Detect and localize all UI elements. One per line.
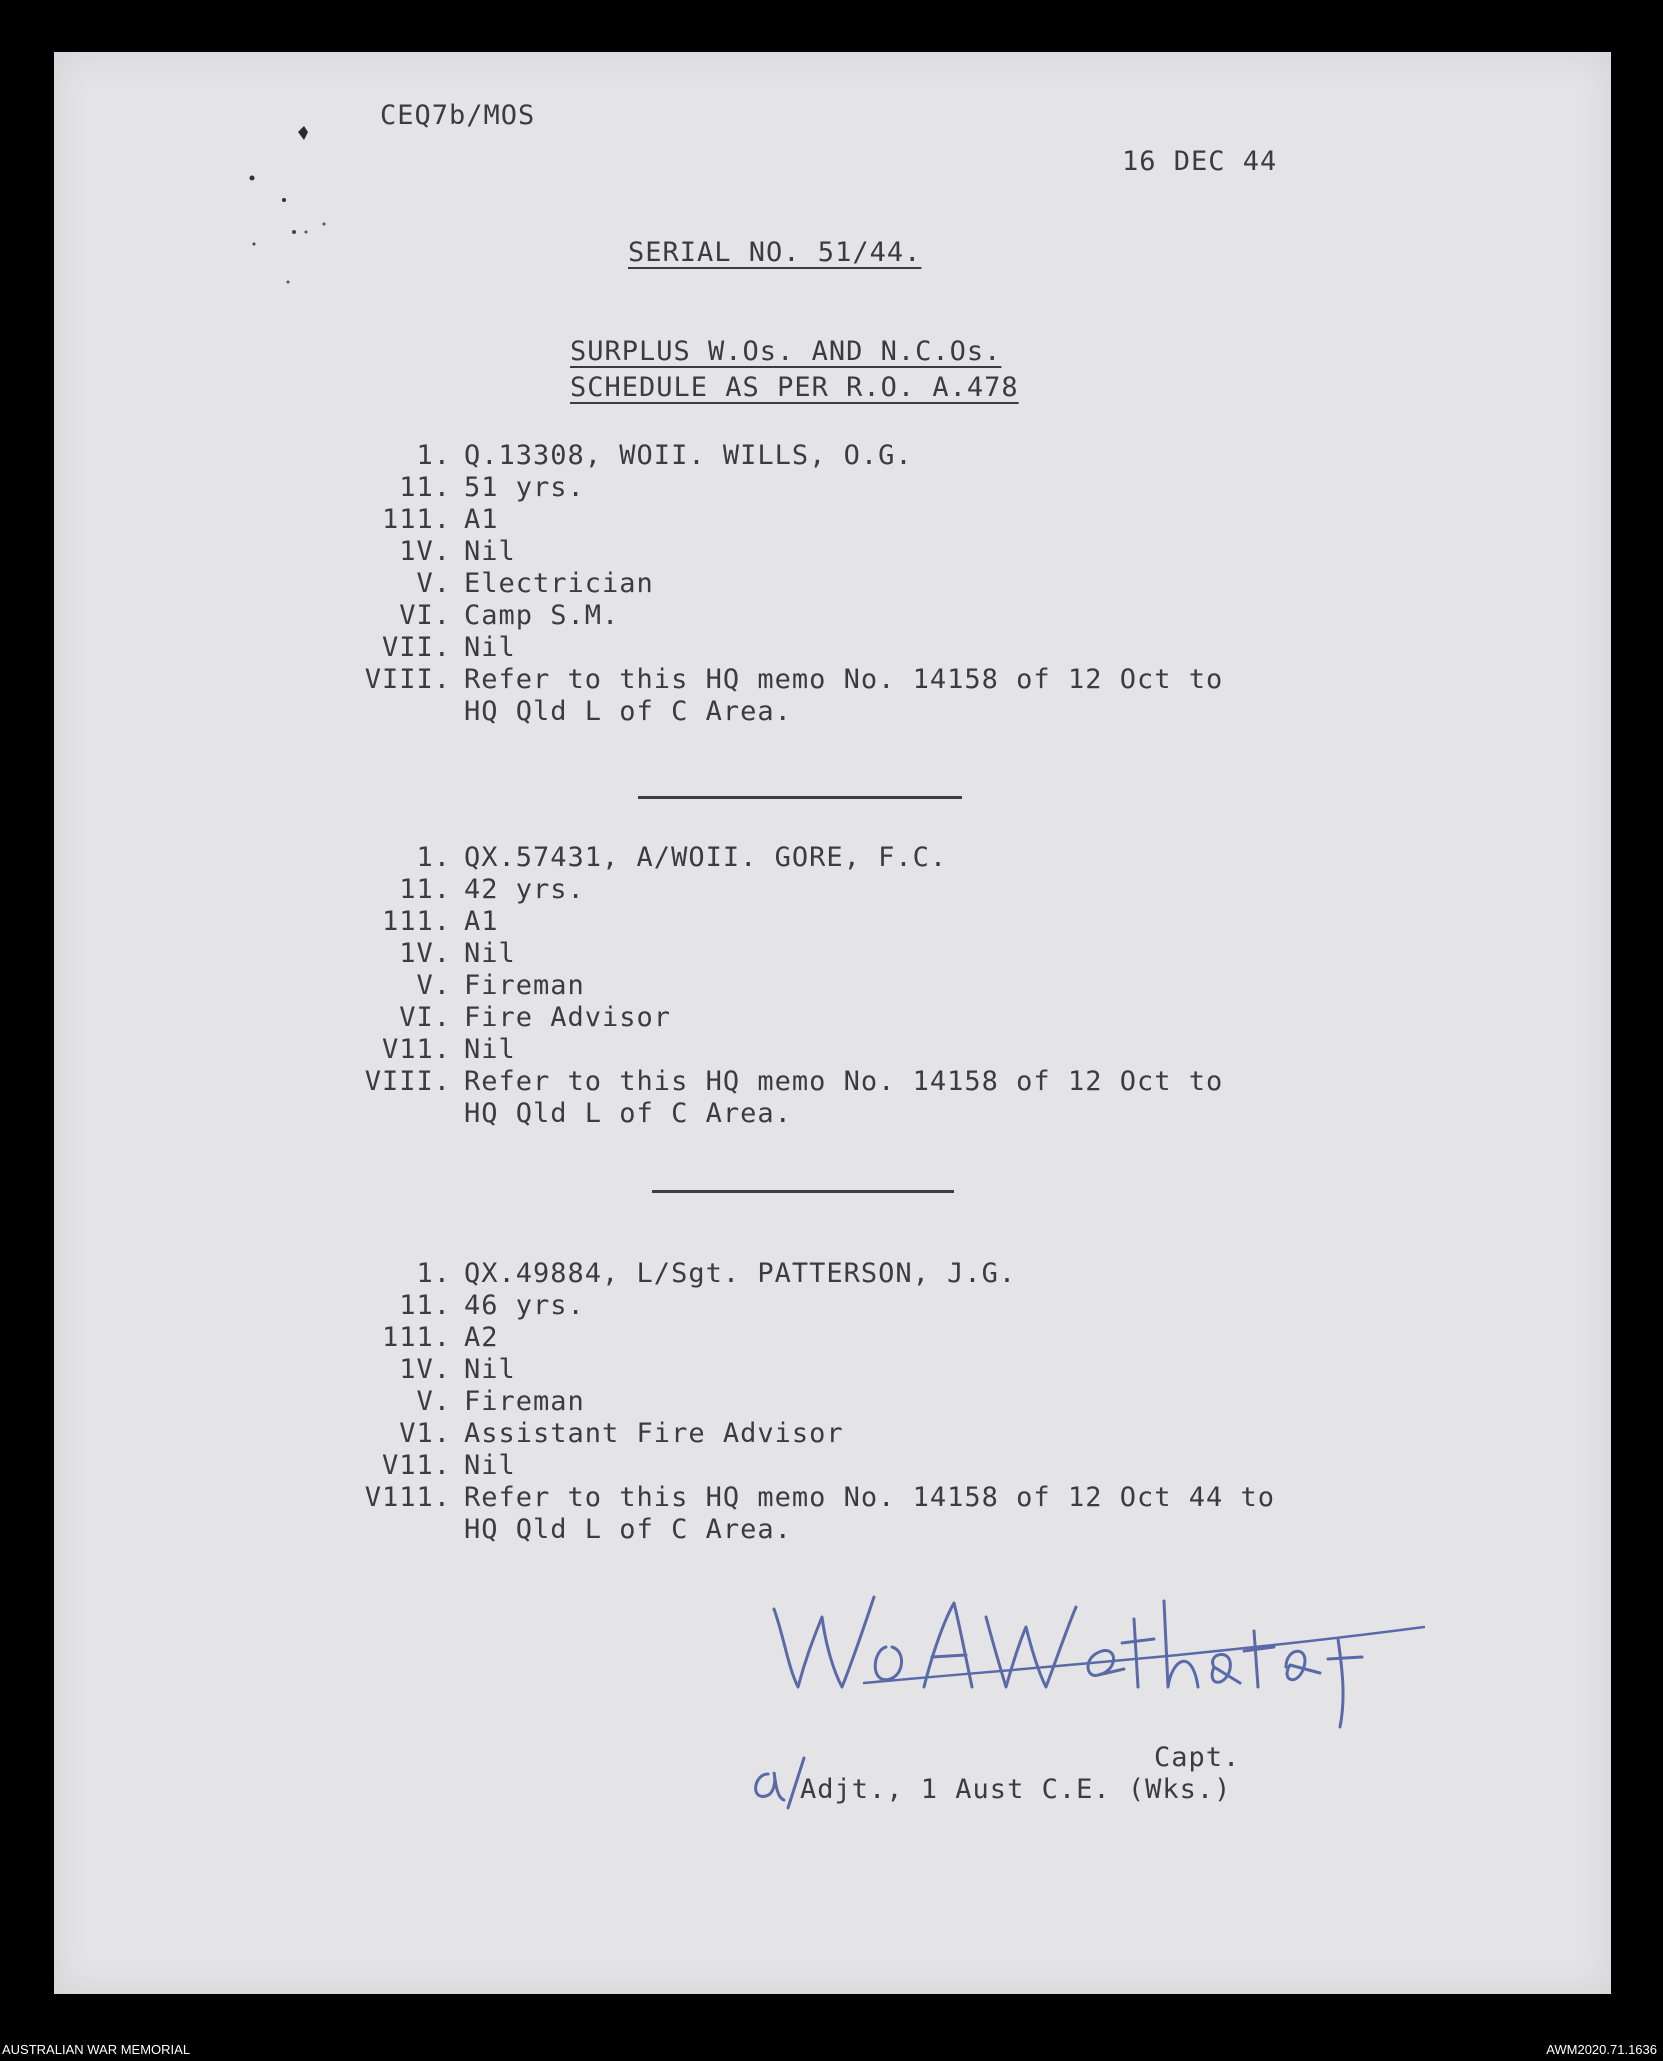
item-number: V111.: [364, 1482, 451, 1513]
document-page: [54, 52, 1611, 1994]
item-number: V.: [416, 1386, 451, 1417]
reference-code: CEQ7b/MOS: [380, 100, 536, 131]
item-value: Refer to this HQ memo No. 14158 of 12 Oct to: [464, 1066, 1224, 1097]
item-number: 11.: [399, 874, 451, 905]
entry-row: [54, 1002, 1611, 1034]
item-value: 42 yrs.: [464, 874, 585, 905]
item-value: Electrician: [464, 568, 654, 599]
entry-row: [54, 1386, 1611, 1418]
entry-row: [54, 632, 1611, 664]
entry-row: [54, 472, 1611, 504]
entry-row: [54, 1514, 1611, 1546]
item-value: Nil: [464, 536, 516, 567]
item-continuation: HQ Qld L of C Area.: [464, 696, 792, 727]
entry-row: [54, 600, 1611, 632]
item-number: 11.: [399, 1290, 451, 1321]
entry-row: [54, 970, 1611, 1002]
item-number: 1V.: [399, 938, 451, 969]
handwritten-signature: [714, 1547, 1434, 1787]
item-number: 1V.: [399, 1354, 451, 1385]
item-continuation: HQ Qld L of C Area.: [464, 1514, 792, 1545]
item-value: QX.57431, A/WOII. GORE, F.C.: [464, 842, 948, 873]
item-value: Refer to this HQ memo No. 14158 of 12 Oct to: [464, 664, 1224, 695]
item-number: 111.: [381, 1322, 451, 1353]
entry-row: [54, 568, 1611, 600]
item-value: Nil: [464, 1450, 516, 1481]
item-number: 111.: [381, 906, 451, 937]
item-value: Nil: [464, 938, 516, 969]
entry-row: [54, 1034, 1611, 1066]
entry-row: [54, 1354, 1611, 1386]
entry-row: [54, 1418, 1611, 1450]
item-value: Nil: [464, 1354, 516, 1385]
item-value: 51 yrs.: [464, 472, 585, 503]
item-value: Nil: [464, 1034, 516, 1065]
item-number: V.: [416, 970, 451, 1001]
subject-heading: [570, 334, 1019, 406]
entry-row: [54, 1322, 1611, 1354]
footer-accession-number: AWM2020.71.1636: [1546, 2042, 1657, 2057]
entry-row: [54, 664, 1611, 696]
subject-line-2: SCHEDULE AS PER R.O. A.478: [570, 372, 1019, 403]
item-value: Fireman: [464, 1386, 585, 1417]
item-number: 1V.: [399, 536, 451, 567]
serial-number: SERIAL NO. 51/44.: [628, 237, 922, 268]
entry-row: [54, 874, 1611, 906]
item-number: 1.: [416, 1258, 451, 1289]
item-number: VII.: [381, 632, 451, 663]
item-number: V.: [416, 568, 451, 599]
entry-row: [54, 696, 1611, 728]
item-number: 11.: [399, 472, 451, 503]
entry-row: [54, 842, 1611, 874]
entry-row: [54, 1066, 1611, 1098]
item-value: A1: [464, 504, 499, 535]
item-value: Assistant Fire Advisor: [464, 1418, 844, 1449]
per-signature-mark: [744, 1752, 808, 1812]
item-number: VI.: [399, 600, 451, 631]
entry-row: [54, 938, 1611, 970]
item-continuation: HQ Qld L of C Area.: [464, 1098, 792, 1129]
entry-row: [54, 1290, 1611, 1322]
item-number: V11.: [381, 1450, 451, 1481]
item-value: A1: [464, 906, 499, 937]
item-value: 46 yrs.: [464, 1290, 585, 1321]
entry-row: [54, 1482, 1611, 1514]
item-value: QX.49884, L/Sgt. PATTERSON, J.G.: [464, 1258, 1017, 1289]
entry-row: [54, 504, 1611, 536]
entry-row: [54, 1098, 1611, 1130]
item-number: 111.: [381, 504, 451, 535]
document-date: 16 DEC 44: [1122, 146, 1278, 177]
entry-row: [54, 1450, 1611, 1482]
item-value: Camp S.M.: [464, 600, 620, 631]
section-divider: [638, 796, 962, 799]
item-number: 1.: [416, 440, 451, 471]
item-value: Fire Advisor: [464, 1002, 672, 1033]
signatory-appointment: Adjt., 1 Aust C.E. (Wks.): [800, 1774, 1232, 1805]
paper-blemish-marks: [174, 82, 334, 302]
item-number: 1.: [416, 842, 451, 873]
entry-row: [54, 1258, 1611, 1290]
item-number: VIII.: [364, 1066, 451, 1097]
footer-institution: AUSTRALIAN WAR MEMORIAL: [2, 2042, 191, 2057]
entry-row: [54, 536, 1611, 568]
item-value: Nil: [464, 632, 516, 663]
item-number: V1.: [399, 1418, 451, 1449]
item-value: Fireman: [464, 970, 585, 1001]
item-number: VIII.: [364, 664, 451, 695]
item-value: Q.13308, WOII. WILLS, O.G.: [464, 440, 913, 471]
item-number: VI.: [399, 1002, 451, 1033]
item-value: A2: [464, 1322, 499, 1353]
item-value: Refer to this HQ memo No. 14158 of 12 Oct 44 to: [464, 1482, 1276, 1513]
item-number: V11.: [381, 1034, 451, 1065]
signatory-rank: Capt.: [1154, 1742, 1241, 1773]
subject-line-1: SURPLUS W.Os. AND N.C.Os.: [570, 336, 1002, 367]
entry-row: [54, 906, 1611, 938]
section-divider: [652, 1190, 954, 1193]
entry-row: [54, 440, 1611, 472]
